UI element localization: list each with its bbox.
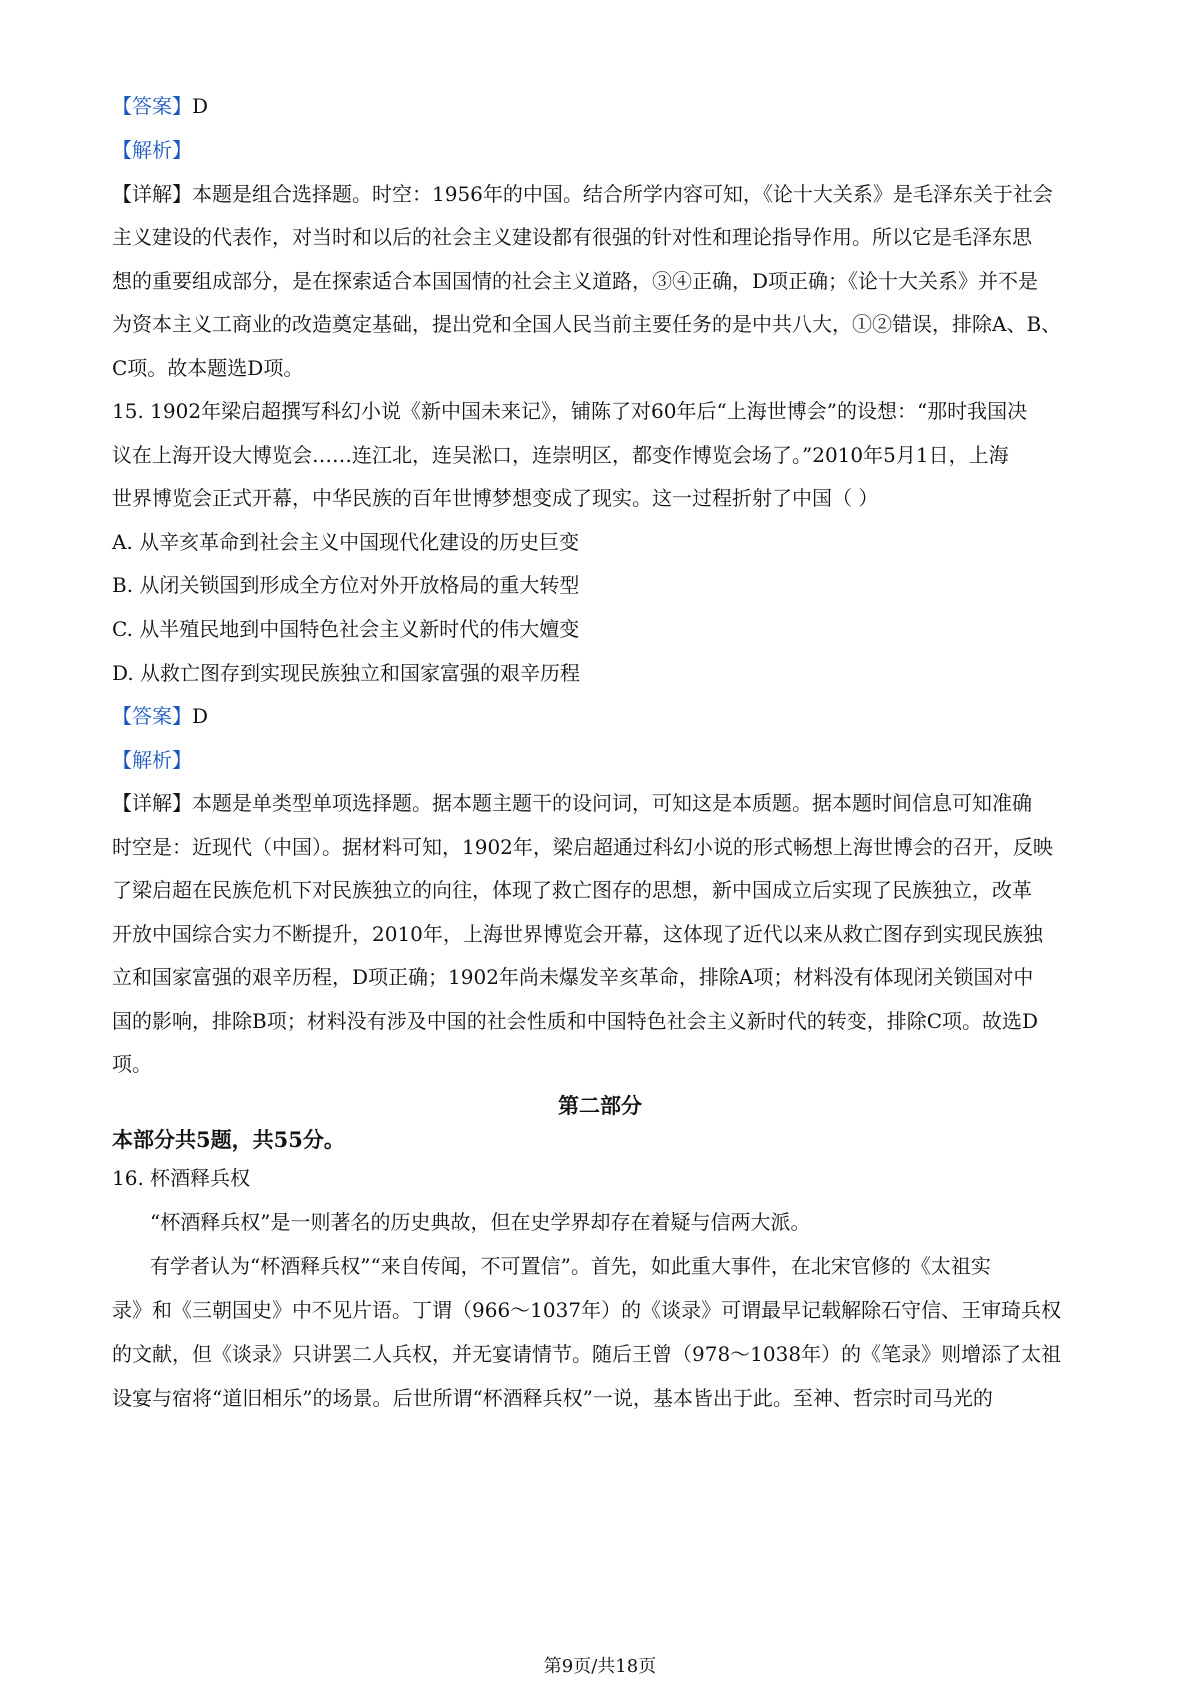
material-line: 设宴与宿将“道旧相乐”的场景。后世所谓“杯酒释兵权”一说，基本皆出于此。至神、哲宗时司马光的 [112,1386,993,1410]
option-b: B. 从闭关锁国到形成全方位对外开放格局的重大转型 [112,573,580,597]
material-line: 录》和《三朝国史》中不见片语。丁谓（966～1037年）的《谈录》可谓最早记载解除石守信、王审琦兵权 [112,1298,1062,1322]
section-heading: 第二部分 [558,1093,642,1118]
detail-line: 国的影响，排除B项；材料没有涉及中国的社会性质和中国特色社会主义新时代的转变，排除C项。故选D [112,1009,1039,1033]
detail-line: 了梁启超在民族危机下对民族独立的向往，体现了救亡图存的思想，新中国成立后实现了民族独立，改革 [112,878,1032,902]
question-stem-line: 议在上海开设大博览会……连江北，连吴淞口，连崇明区，都变作博览会场了。”2010年5月1日，上海 [112,443,1009,467]
option-a: A. 从辛亥革命到社会主义中国现代化建设的历史巨变 [112,530,580,554]
detail-line: 【详解】本题是组合选择题。时空：1956年的中国。结合所学内容可知，《论十大关系》是毛泽东关于社会 [112,182,1053,206]
section-subtitle: 本部分共5题，共55分。 [112,1127,345,1152]
material-line: “杯酒释兵权”是一则著名的历史典故，但在史学界却存在着疑与信两大派。 [150,1210,811,1234]
answer-tag: 【答案】 [112,704,192,728]
detail-line: 立和国家富强的艰辛历程，D项正确；1902年尚未爆发辛亥革命，排除A项；材料没有体现闭关锁国对中 [112,965,1034,989]
material-line: 有学者认为“杯酒释兵权”“来自传闻，不可置信”。首先，如此重大事件，在北宋官修的《太祖实 [150,1254,991,1278]
answer-line [112,92,208,120]
detail-line: 想的重要组成部分，是在探索适合本国国情的社会主义道路，③④正确，D项正确；《论十大关系》并不是 [112,269,1039,293]
option-d: D. 从救亡图存到实现民族独立和国家富强的艰辛历程 [112,661,581,685]
analysis-tag: 【解析】 [112,138,192,162]
answer-line [112,702,208,730]
detail-line: 主义建设的代表作，对当时和以后的社会主义建设都有很强的针对性和理论指导作用。所以它是毛泽东思 [112,225,1032,249]
question-title: 16. 杯酒释兵权 [112,1166,251,1190]
detail-line: 开放中国综合实力不断提升，2010年，上海世界博览会开幕，这体现了近代以来从救亡图存到实现民族独 [112,922,1043,946]
answer-value: D [192,94,209,118]
question-stem-line: 15. 1902年梁启超撰写科幻小说《新中国未来记》，铺陈了对60年后“上海世博会”的设想：“那时我国决 [112,399,1028,423]
detail-line: 项。 [112,1052,152,1076]
detail-line: 为资本主义工商业的改造奠定基础，提出党和全国人民当前主要任务的是中共八大，①②错误，排除A、B、 [112,312,1062,336]
answer-tag: 【答案】 [112,94,192,118]
detail-line: 【详解】本题是单类型单项选择题。据本题主题干的设问词，可知这是本质题。据本题时间信息可知准确 [112,791,1032,815]
option-c: C. 从半殖民地到中国特色社会主义新时代的伟大嬗变 [112,617,580,641]
material-line: 的文献，但《谈录》只讲罢二人兵权，并无宴请情节。随后王曾（978～1038年）的《笔录》则增添了太祖 [112,1342,1062,1366]
question-stem-line: 世界博览会正式开幕，中华民族的百年世博梦想变成了现实。这一过程折射了中国（ ） [112,486,879,510]
answer-value: D [192,704,209,728]
detail-line: 时空是：近现代（中国）。据材料可知，1902年，梁启超通过科幻小说的形式畅想上海世博会的召开，反映 [112,835,1053,859]
detail-line: C项。故本题选D项。 [112,356,304,380]
page-footer: 第9页/共18页 [543,1656,657,1677]
analysis-tag: 【解析】 [112,748,192,772]
